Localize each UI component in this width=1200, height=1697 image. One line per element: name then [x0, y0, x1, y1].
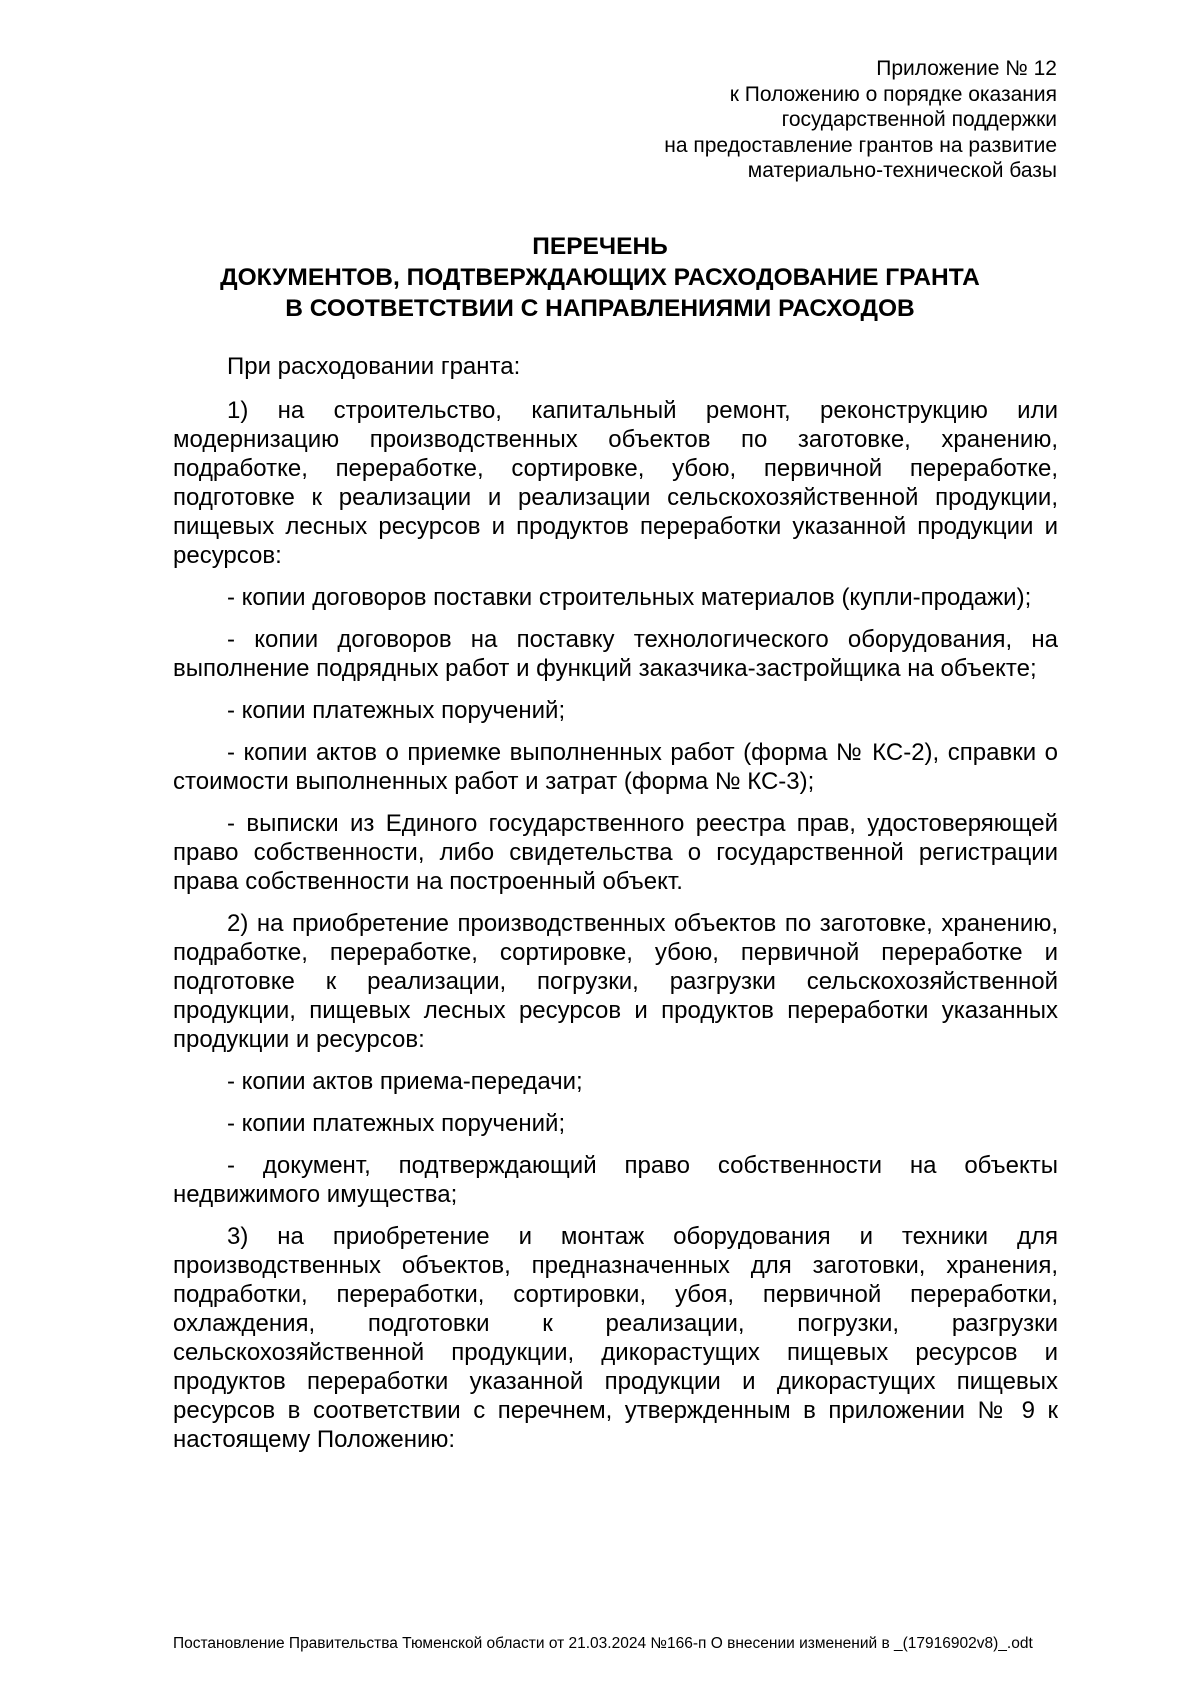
intro-paragraph: При расходовании гранта: [227, 353, 521, 380]
list-item: - копии актов приема-передачи; [227, 1068, 583, 1095]
header-line: государственной поддержки [781, 108, 1057, 131]
list-item: - копии актов о приемке выполненных работ (форма № КС-2), справки о стоимости выполненных работ и затрат (форма № КС-3); [173, 739, 1058, 795]
title-line: В СООТВЕТСТВИИ С НАПРАВЛЕНИЯМИ РАСХОДОВ [285, 295, 915, 322]
document-title [0, 231, 1200, 324]
file-path-footer: Постановление Правительства Тюменской области от 21.03.2024 №166-п О внесении изменений в _(17916902v8)_.odt [173, 1635, 1033, 1652]
list-item: - копии договоров поставки строительных материалов (купли-продажи); [227, 584, 1032, 611]
document-body [173, 352, 1058, 1467]
appendix-header [537, 56, 1057, 184]
section-2-paragraph: 2) на приобретение производственных объектов по заготовке, хранению, подработке, переработке, сортировке, убою, первичной переработке и подготовке к реализации, погрузки, разгрузки сельскохозяйственной продукции, пищевых лесных ресурсов и продуктов переработки указанных продукции и ресурсов: [173, 910, 1058, 1053]
list-item: - копии договоров на поставку технологического оборудования, на выполнение подрядных работ и функций заказчика-застройщика на объекте; [173, 626, 1058, 682]
section-3-paragraph: 3) на приобретение и монтаж оборудования и техники для производственных объектов, предназначенных для заготовки, хранения, подработки, переработки, сортировки, убоя, первичной переработки, охлаждения, подготовки к реализации, погрузки, разгрузки сельскохозяйственной продукции, дикорастущих пищевых ресурсов и продуктов переработки указанной продукции и дикорастущих пищевых ресурсов в соответствии с перечнем, утвержденным в приложении № 9 к настоящему Положению: [173, 1223, 1058, 1453]
list-item: - копии платежных поручений; [227, 1110, 566, 1137]
header-line: материально-технической базы [747, 159, 1057, 182]
list-item: - копии платежных поручений; [227, 697, 566, 724]
header-line: к Положению о порядке оказания [729, 82, 1057, 106]
title-line: ДОКУМЕНТОВ, ПОДТВЕРЖДАЮЩИХ РАСХОДОВАНИЕ ГРАНТА [220, 264, 980, 291]
section-1-paragraph: 1) на строительство, капитальный ремонт, реконструкцию или модернизацию производственных объектов по заготовке, хранению, подработке, переработке, сортировке, убою, первичной переработке, подготовке к реализации и реализации сельскохозяйственной продукции, пищевых лесных ресурсов и продуктов переработки указанной продукции и ресурсов: [173, 397, 1058, 569]
title-line: ПЕРЕЧЕНЬ [532, 233, 668, 260]
list-item: - выписки из Единого государственного реестра прав, удостоверяющей право собственности, либо свидетельства о государственной регистрации права собственности на построенный объект. [173, 810, 1058, 895]
header-line: Приложение № 12 [876, 57, 1057, 80]
header-line: на предоставление грантов на развитие [664, 133, 1057, 157]
list-item: - документ, подтверждающий право собственности на объекты недвижимого имущества; [173, 1152, 1058, 1208]
